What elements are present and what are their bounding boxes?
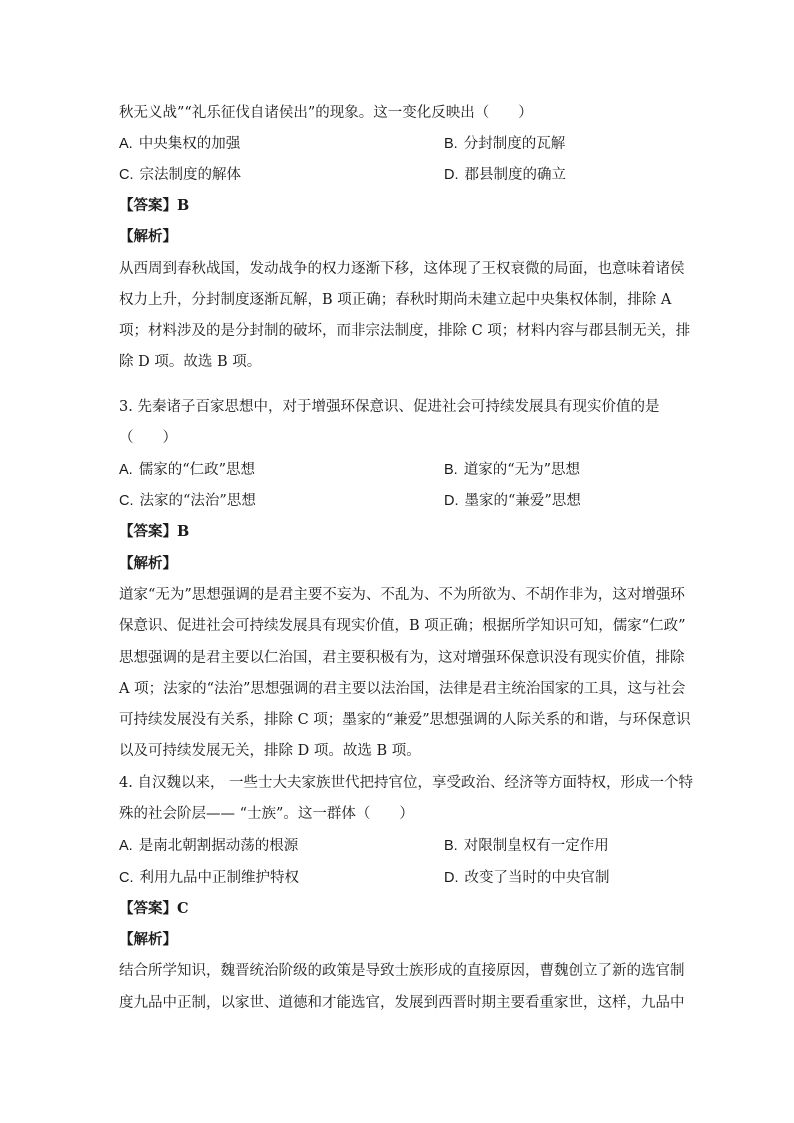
option-letter: C. xyxy=(119,870,134,886)
option-text: 宗法制度的解体 xyxy=(139,167,241,183)
option-text: 改变了当时的中央官制 xyxy=(464,870,610,886)
analysis-line: 度九品中正制，以家世、道德和才能选官，发展到西晋时期主要看重家世，这样，九品中 xyxy=(119,995,685,1011)
option-c xyxy=(119,165,241,185)
option-d xyxy=(444,165,566,185)
option-text: 法家的“法治”思想 xyxy=(139,493,256,509)
answer-label: 【答案】C xyxy=(119,900,189,917)
option-text: 墨家的“兼爱”思想 xyxy=(464,493,581,509)
question-stem: 3. 先秦诸子百家思想中，对于增强环保意识、促进社会可持续发展具有现实价值的是 xyxy=(119,399,660,415)
analysis-line: 保意识、促进社会可持续发展具有现实价值，B 项正确；根据所学知识可知，儒家“仁政” xyxy=(119,618,686,634)
option-a xyxy=(119,460,255,480)
analysis-line: 项；材料涉及的是分封制的破坏，而非宗法制度，排除 C 项；材料内容与郡县制无关，排 xyxy=(119,323,691,339)
option-text: 分封制度的瓦解 xyxy=(463,136,566,152)
analysis-label: 【解析】 xyxy=(119,555,177,572)
option-c xyxy=(119,491,256,511)
question-stem: 秋无义战”“礼乐征伐自诸侯出”的现象。这一变化反映出（ ） xyxy=(119,105,533,121)
option-letter: D. xyxy=(444,870,459,886)
option-letter: D. xyxy=(444,167,459,183)
option-letter: C. xyxy=(119,493,134,509)
option-text: 对限制皇权有一定作用 xyxy=(463,838,609,854)
analysis-label: 【解析】 xyxy=(119,931,177,948)
option-text: 利用九品中正制维护特权 xyxy=(139,870,299,886)
option-letter: B. xyxy=(444,136,458,152)
option-b xyxy=(444,460,580,480)
analysis-label: 【解析】 xyxy=(119,228,177,245)
option-letter: B. xyxy=(444,462,458,478)
question-stem: （ ） xyxy=(119,430,177,446)
option-d xyxy=(444,491,581,511)
option-letter: C. xyxy=(119,167,134,183)
option-text: 郡县制度的确立 xyxy=(464,167,566,183)
option-letter: A. xyxy=(119,462,133,478)
option-a xyxy=(119,134,240,154)
option-text: 是南北朝割据动荡的根源 xyxy=(138,838,299,854)
option-text: 道家的“无为”思想 xyxy=(463,462,581,478)
analysis-line: 从西周到春秋战国，发动战争的权力逐渐下移，这体现了王权衰微的局面，也意味着诸侯 xyxy=(119,261,685,277)
analysis-line: 以及可持续发展无关，排除 D 项。故选 B 项。 xyxy=(119,743,421,759)
option-c xyxy=(119,868,299,888)
option-letter: A. xyxy=(119,838,133,854)
option-d xyxy=(444,868,610,888)
option-text: 儒家的“仁政”思想 xyxy=(138,462,256,478)
option-b xyxy=(444,134,565,154)
answer-label: 【答案】B xyxy=(119,523,190,540)
analysis-line: A 项；法家的“法治”思想强调的君主要以法治国，法律是君主统治国家的工具，这与社会 xyxy=(119,681,686,697)
answer-label: 【答案】B xyxy=(119,197,190,214)
analysis-line: 可持续发展没有关系，排除 C 项；墨家的“兼爱”思想强调的人际关系的和谐，与环保意识 xyxy=(119,712,691,728)
option-text: 中央集权的加强 xyxy=(138,136,241,152)
option-b xyxy=(444,836,609,856)
analysis-line: 思想强调的是君主要以仁治国，君主要积极有为，这对增强环保意识没有现实价值，排除 xyxy=(119,650,685,666)
question-stem: 殊的社会阶层—— “士族”。这一群体（ ） xyxy=(119,806,414,822)
option-letter: A. xyxy=(119,136,133,152)
option-a xyxy=(119,836,298,856)
analysis-line: 道家“无为”思想强调的是君主要不妄为、不乱为、不为所欲为、不胡作非为，这对增强环 xyxy=(119,587,685,603)
analysis-line: 权力上升，分封制度逐渐瓦解，B 项正确；春秋时期尚未建立起中央集权体制，排除 A xyxy=(119,292,672,308)
analysis-line: 结合所学知识，魏晋统治阶级的政策是导致士族形成的直接原因，曹魏创立了新的选官制 xyxy=(119,963,685,979)
option-letter: D. xyxy=(444,493,459,509)
analysis-line: 除 D 项。故选 B 项。 xyxy=(119,354,262,370)
option-letter: B. xyxy=(444,838,458,854)
question-stem: 4. 自汉魏以来， 一些士大夫家族世代把持官位，享受政治、经济等方面特权，形成一个特 xyxy=(119,775,694,791)
